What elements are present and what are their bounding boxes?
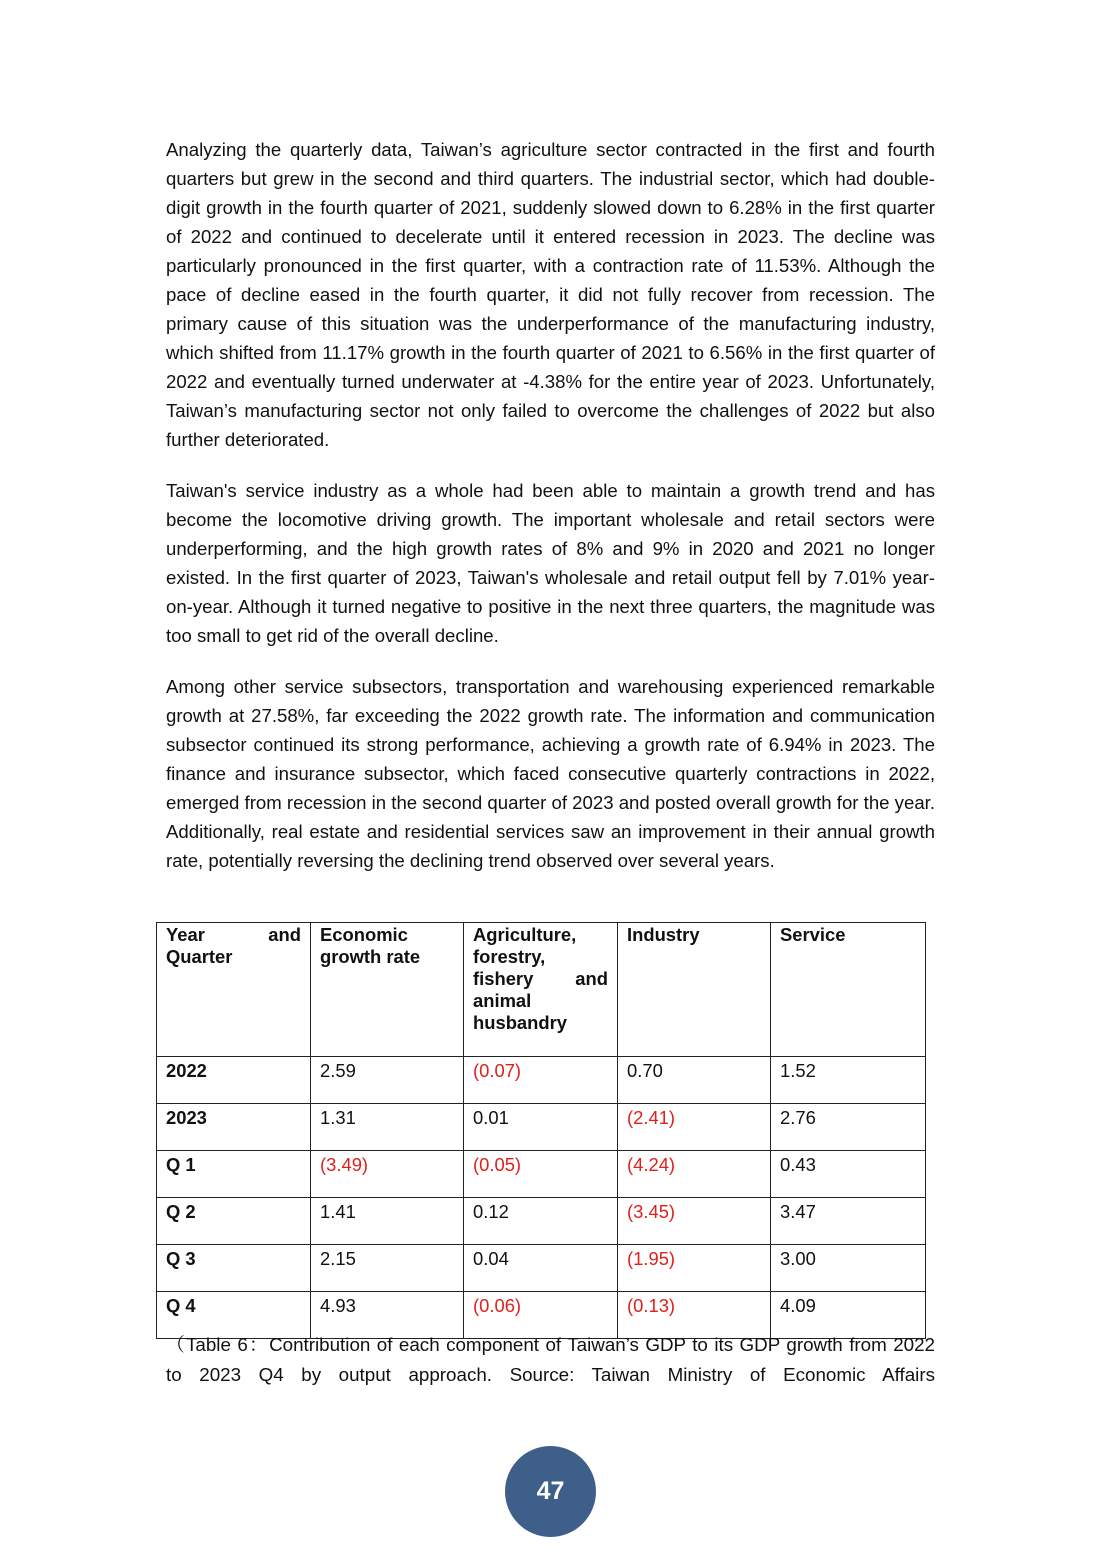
table-cell: 3.00 (771, 1245, 926, 1292)
page-number-badge (505, 1446, 596, 1537)
table-row (157, 1245, 926, 1292)
table-cell: 0.43 (771, 1151, 926, 1198)
table-cell: (0.07) (464, 1057, 618, 1104)
row-label: Q 3 (157, 1245, 311, 1292)
table-cell: (3.45) (618, 1198, 771, 1245)
table-cell: (0.06) (464, 1292, 618, 1339)
table-cell: 2.76 (771, 1104, 926, 1151)
table-cell: 4.09 (771, 1292, 926, 1339)
row-label: Q 2 (157, 1198, 311, 1245)
page-number: 47 (536, 1477, 565, 1505)
table-cell: (1.95) (618, 1245, 771, 1292)
row-label: 2022 (157, 1057, 311, 1104)
table-cell: 4.93 (311, 1292, 464, 1339)
row-label: 2023 (157, 1104, 311, 1151)
paragraph-quarterly-analysis: Analyzing the quarterly data, Taiwan’s agriculture sector contracted in the first and fourth quarters but grew in the second and third quarters. The industrial sector, which had double-digit growth in the fourth quarter of 2021, suddenly slowed down to 6.28% in the first quarter of 2022 and continued to decelerate until it entered recession in 2023. The decline was particularly pronounced in the first quarter, with a contraction rate of 11.53%. Although the pace of decline eased in the fourth quarter, it did not fully recover from recession. The primary cause of this situation was the underperformance of the manufacturing industry, which shifted from 11.17% growth in the fourth quarter of 2021 to 6.56% in the first quarter of 2022 and eventually turned underwater at -4.38% for the entire year of 2023. Unfortunately, Taiwan’s manufacturing sector not only failed to overcome the challenges of 2022 but also further deteriorated. (166, 139, 935, 450)
row-label: Q 4 (157, 1292, 311, 1339)
table-cell: 0.12 (464, 1198, 618, 1245)
table-cell: 3.47 (771, 1198, 926, 1245)
table-cell: (0.05) (464, 1151, 618, 1198)
table-cell: (0.13) (618, 1292, 771, 1339)
table-row (157, 1104, 926, 1151)
gdp-contribution-table (156, 922, 926, 1339)
table-caption: （Table 6：Contribution of each component of Taiwan’s GDP to its GDP growth from 2022 to 2023 Q4 by output approach. Source: Taiwan Ministry of Economic Affairs (166, 1334, 935, 1385)
table-cell: (4.24) (618, 1151, 771, 1198)
gdp-contribution-table-container (156, 922, 925, 1339)
table-cell: 1.41 (311, 1198, 464, 1245)
table-row (157, 1057, 926, 1104)
table-cell: 2.15 (311, 1245, 464, 1292)
table-cell: 1.31 (311, 1104, 464, 1151)
table-row (157, 1151, 926, 1198)
table-cell: (2.41) (618, 1104, 771, 1151)
body-text (166, 135, 935, 897)
header-agriculture: Agriculture, forestry, fishery and animal husbandry (464, 923, 618, 1057)
table-cell: (3.49) (311, 1151, 464, 1198)
header-industry: Industry (618, 923, 771, 1057)
row-label: Q 1 (157, 1151, 311, 1198)
table-cell: 0.70 (618, 1057, 771, 1104)
table-row (157, 1198, 926, 1245)
table-cell: 2.59 (311, 1057, 464, 1104)
header-economic-growth-rate: Economic growth rate (311, 923, 464, 1057)
header-year-quarter: Year and Quarter (157, 923, 311, 1057)
paragraph-service-subsectors: Among other service subsectors, transportation and warehousing experienced remarkable growth at 27.58%, far exceeding the 2022 growth rate. The information and communication subsector continued its strong performance, achieving a growth rate of 6.94% in 2023. The finance and insurance subsector, which faced consecutive quarterly contractions in 2022, emerged from recession in the second quarter of 2023 and posted overall growth for the year. Additionally, real estate and residential services saw an improvement in their annual growth rate, potentially reversing the declining trend observed over several years. (166, 676, 935, 871)
paragraph-service-industry: Taiwan's service industry as a whole had been able to maintain a growth trend and has become the locomotive driving growth. The important wholesale and retail sectors were underperforming, and the high growth rates of 8% and 9% in 2020 and 2021 no longer existed. In the first quarter of 2023, Taiwan's wholesale and retail output fell by 7.01% year-on-year. Although it turned negative to positive in the next three quarters, the magnitude was too small to get rid of the overall decline. (166, 480, 935, 646)
header-service: Service (771, 923, 926, 1057)
table-cell: 0.01 (464, 1104, 618, 1151)
table-header-row (157, 923, 926, 1057)
table-cell: 0.04 (464, 1245, 618, 1292)
table-cell: 1.52 (771, 1057, 926, 1104)
